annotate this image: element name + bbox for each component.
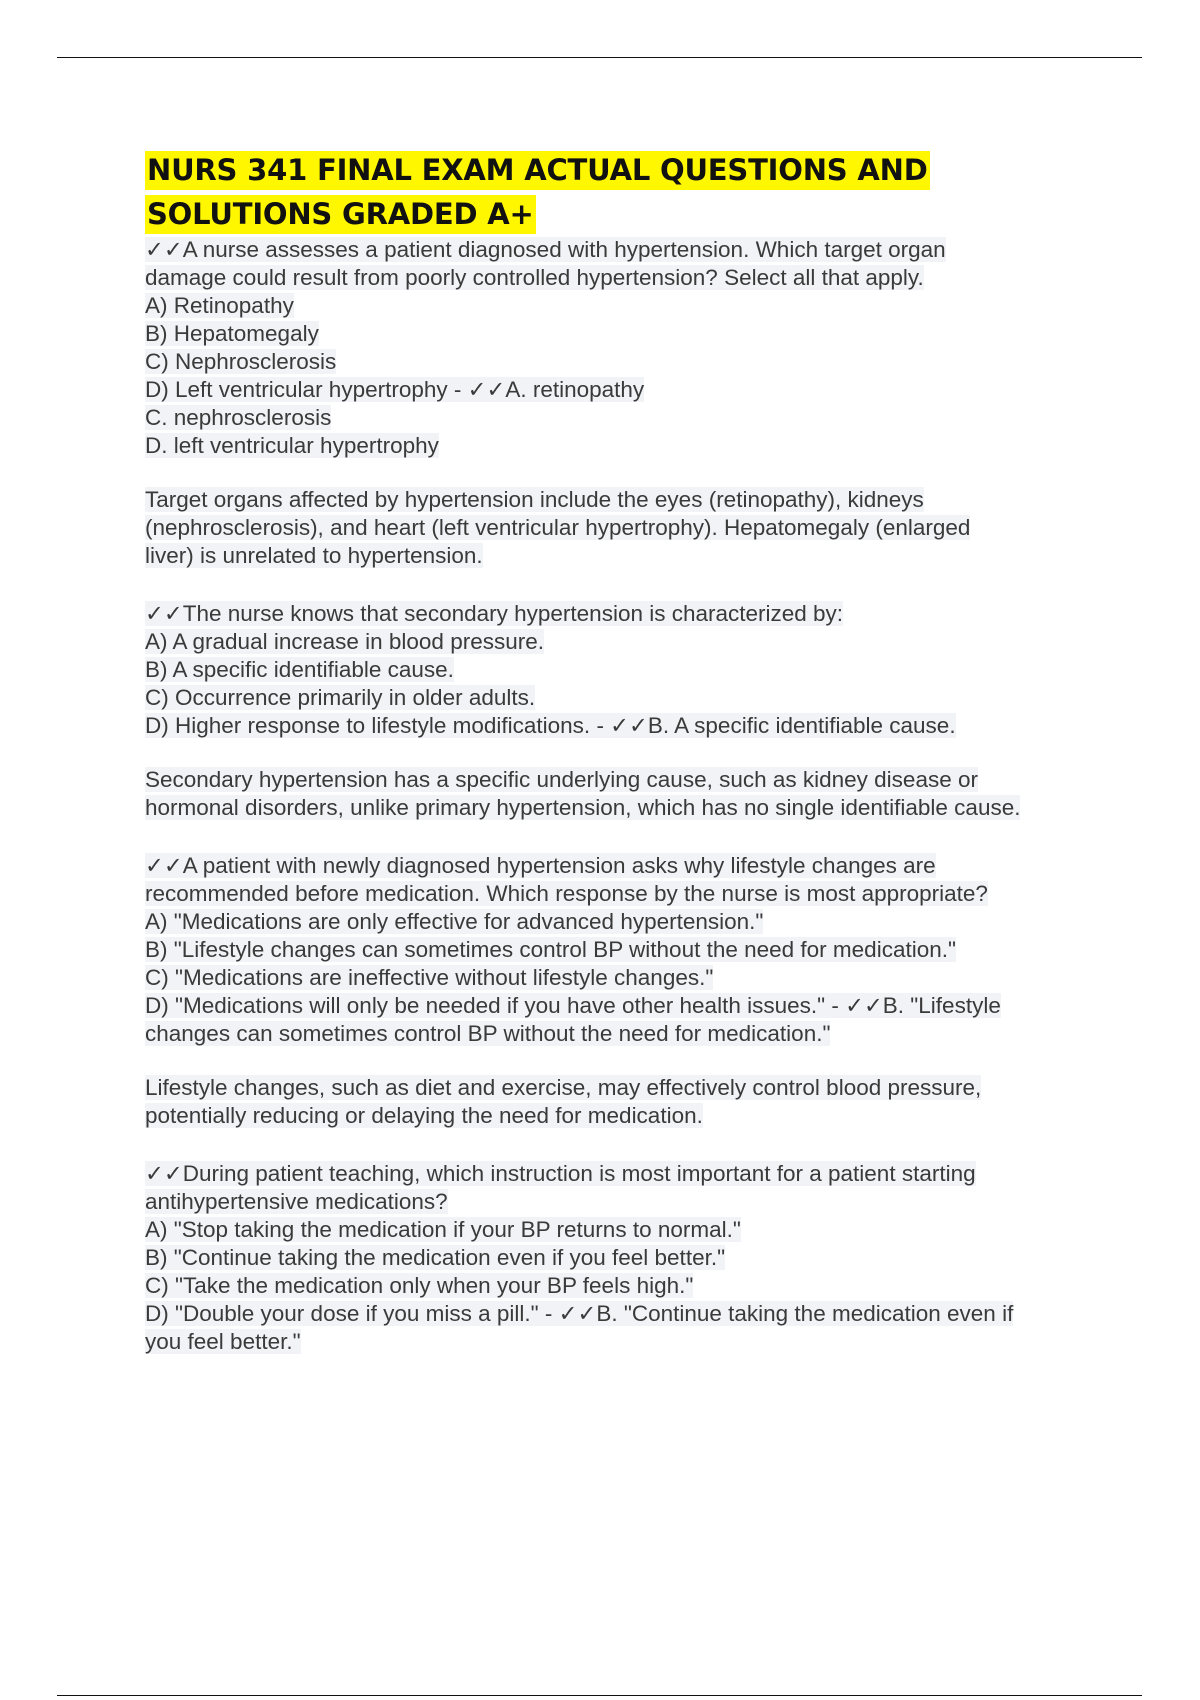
question-4-option-c: C) "Take the medication only when your BP feels high." [145,1273,694,1298]
question-2 [145,600,1095,822]
question-1 [145,236,1095,570]
question-1-option-a: A) Retinopathy [145,293,294,318]
question-2-rationale-1: Secondary hypertension has a specific underlying cause, such as kidney disease or [145,767,978,792]
question-3 [145,852,1095,1130]
question-3-rationale-2: potentially reducing or delaying the need for medication. [145,1103,703,1128]
question-1-answer-2: C. nephrosclerosis [145,405,332,430]
title-line-1: NURS 341 FINAL EXAM ACTUAL QUESTIONS AND [145,151,930,190]
question-1-answer-3: D. left ventricular hypertrophy [145,433,439,458]
question-3-rationale-1: Lifestyle changes, such as diet and exercise, may effectively control blood pressure, [145,1075,982,1100]
header-rule [57,57,1142,58]
title-line-2: SOLUTIONS GRADED A+ [145,195,536,234]
question-2-option-d: D) Higher response to lifestyle modifications. - ✓✓B. A specific identifiable cause. [145,713,956,738]
question-2-option-a: A) A gradual increase in blood pressure. [145,629,544,654]
question-4-option-b: B) "Continue taking the medication even if you feel better." [145,1245,726,1270]
question-1-stem-1: ✓✓A nurse assesses a patient diagnosed with hypertension. Which target organ [145,237,946,262]
question-4-option-a: A) "Stop taking the medication if your BP returns to normal." [145,1217,741,1242]
question-1-rationale-3: liver) is unrelated to hypertension. [145,543,483,568]
footer-rule [57,1695,1142,1696]
document-body [145,148,1095,1356]
question-3-option-a: A) "Medications are only effective for advanced hypertension." [145,909,764,934]
question-1-rationale-2: (nephrosclerosis), and heart (left ventricular hypertrophy). Hepatomegaly (enlarged [145,515,971,540]
question-4-option-d-2: you feel better." [145,1329,301,1354]
question-3-option-c: C) "Medications are ineffective without lifestyle changes." [145,965,714,990]
question-1-option-d: D) Left ventricular hypertrophy - ✓✓A. retinopathy [145,377,645,402]
question-3-option-d-1: D) "Medications will only be needed if you have other health issues." - ✓✓B. "Lifestyle [145,993,1001,1018]
question-1-option-b: B) Hepatomegaly [145,321,319,346]
question-1-stem-2: damage could result from poorly controlled hypertension? Select all that apply. [145,265,924,290]
question-2-rationale-2: hormonal disorders, unlike primary hypertension, which has no single identifiable cause. [145,795,1021,820]
question-2-option-c: C) Occurrence primarily in older adults. [145,685,536,710]
question-4-stem-1: ✓✓During patient teaching, which instruction is most important for a patient starting [145,1161,976,1186]
question-1-option-c: C) Nephrosclerosis [145,349,337,374]
question-1-rationale-1: Target organs affected by hypertension include the eyes (retinopathy), kidneys [145,487,924,512]
question-4-stem-2: antihypertensive medications? [145,1189,448,1214]
question-4-option-d-1: D) "Double your dose if you miss a pill." - ✓✓B. "Continue taking the medication even if [145,1301,1014,1326]
question-2-option-b: B) A specific identifiable cause. [145,657,454,682]
question-4 [145,1160,1095,1356]
question-3-stem-1: ✓✓A patient with newly diagnosed hypertension asks why lifestyle changes are [145,853,936,878]
question-3-option-d-2: changes can sometimes control BP without the need for medication." [145,1021,831,1046]
question-3-stem-2: recommended before medication. Which response by the nurse is most appropriate? [145,881,988,906]
question-2-stem-1: ✓✓The nurse knows that secondary hypertension is characterized by: [145,601,844,626]
page-title [145,148,1095,236]
question-3-option-b: B) "Lifestyle changes can sometimes control BP without the need for medication." [145,937,956,962]
